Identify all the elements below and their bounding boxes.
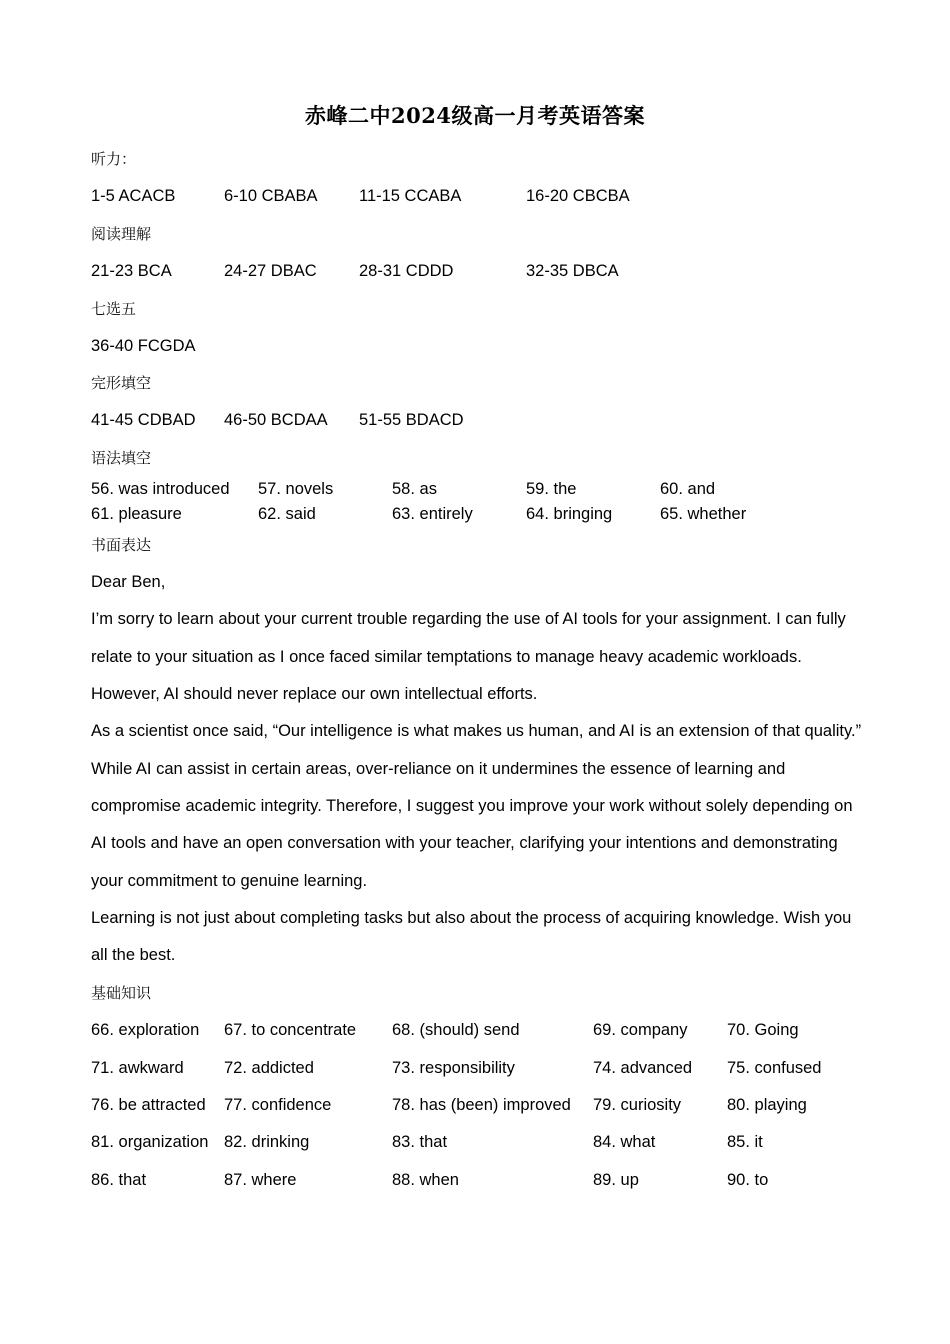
answer-row-seven-five xyxy=(0,334,950,358)
answer-item: 87. where xyxy=(224,1171,297,1189)
section-heading-reading: 阅读理解 xyxy=(91,225,152,243)
answer-item: 86. that xyxy=(91,1171,147,1189)
answer-group: 41-45 CDBAD xyxy=(91,411,196,429)
answer-item: 75. confused xyxy=(727,1059,822,1077)
answer-item: 60. and xyxy=(660,480,716,498)
answer-item: 58. as xyxy=(392,480,437,498)
answer-item: 80. playing xyxy=(727,1096,807,1114)
section-heading-basics: 基础知识 xyxy=(91,984,152,1002)
answer-item: 67. to concentrate xyxy=(224,1021,357,1039)
answer-item: 62. said xyxy=(258,505,316,523)
answer-item: 78. has (been) improved xyxy=(392,1096,571,1114)
answer-group: 6-10 CBABA xyxy=(224,187,318,205)
section-heading-cloze: 完形填空 xyxy=(91,374,152,392)
answer-item: 88. when xyxy=(392,1171,459,1189)
answer-item: 73. responsibility xyxy=(392,1059,515,1077)
answer-row-grammar xyxy=(0,502,950,526)
answer-group: 46-50 BCDAA xyxy=(224,411,328,429)
letter-line: However, AI should never replace our own intellectual efforts. xyxy=(91,685,538,703)
answer-row-basics xyxy=(0,1056,950,1080)
answer-item: 90. to xyxy=(727,1171,769,1189)
answer-group: 28-31 CDDD xyxy=(359,262,454,280)
answer-item: 70. Going xyxy=(727,1021,799,1039)
section-heading-seven-five: 七选五 xyxy=(91,300,137,318)
answer-item: 56. was introduced xyxy=(91,480,230,498)
answer-row-grammar xyxy=(0,477,950,501)
answer-group: 24-27 DBAC xyxy=(224,262,317,280)
answer-group: 36-40 FCGDA xyxy=(91,337,196,355)
answer-item: 61. pleasure xyxy=(91,505,182,523)
section-heading-grammar: 语法填空 xyxy=(91,449,152,467)
answer-group: 21-23 BCA xyxy=(91,262,172,280)
answer-item: 68. (should) send xyxy=(392,1021,520,1039)
answer-row-basics xyxy=(0,1093,950,1117)
answer-group: 11-15 CCABA xyxy=(359,187,462,205)
letter-line: I’m sorry to learn about your current trouble regarding the use of AI tools for your assignment. I can fully xyxy=(91,610,846,628)
answer-item: 77. confidence xyxy=(224,1096,332,1114)
answer-row-listening xyxy=(0,184,950,208)
letter-line: While AI can assist in certain areas, over-reliance on it undermines the essence of learning and xyxy=(91,760,786,778)
answer-item: 63. entirely xyxy=(392,505,473,523)
answer-group: 51-55 BDACD xyxy=(359,411,464,429)
answer-item: 57. novels xyxy=(258,480,334,498)
answer-item: 64. bringing xyxy=(526,505,613,523)
answer-item: 74. advanced xyxy=(593,1059,693,1077)
answer-row-basics xyxy=(0,1018,950,1042)
answer-item: 76. be attracted xyxy=(91,1096,206,1114)
section-heading-listening: 听力： xyxy=(91,150,137,168)
answer-group: 32-35 DBCA xyxy=(526,262,619,280)
answer-group: 16-20 CBCBA xyxy=(526,187,630,205)
section-heading-writing: 书面表达 xyxy=(91,536,152,554)
answer-item: 81. organization xyxy=(91,1133,209,1151)
answer-row-basics xyxy=(0,1168,950,1192)
letter-line: your commitment to genuine learning. xyxy=(91,872,368,890)
answer-item: 65. whether xyxy=(660,505,747,523)
answer-item: 79. curiosity xyxy=(593,1096,682,1114)
answer-item: 66. exploration xyxy=(91,1021,200,1039)
answer-item: 72. addicted xyxy=(224,1059,314,1077)
letter-line: compromise academic integrity. Therefore, I suggest you improve your work without solely depending on xyxy=(91,797,853,815)
answer-row-cloze xyxy=(0,408,950,432)
answer-item: 69. company xyxy=(593,1021,688,1039)
letter-line: Dear Ben, xyxy=(91,573,166,591)
answer-row-basics xyxy=(0,1130,950,1154)
answer-item: 71. awkward xyxy=(91,1059,184,1077)
answer-item: 84. what xyxy=(593,1133,656,1151)
answer-item: 85. it xyxy=(727,1133,763,1151)
letter-line: Learning is not just about completing tasks but also about the process of acquiring knowledge. Wish you xyxy=(91,909,852,927)
letter-line: all the best. xyxy=(91,946,176,964)
answer-item: 89. up xyxy=(593,1171,639,1189)
answer-group: 1-5 ACACB xyxy=(91,187,176,205)
letter-line: As a scientist once said, “Our intelligence is what makes us human, and AI is an extension of that quality.” xyxy=(91,722,862,740)
answer-item: 83. that xyxy=(392,1133,448,1151)
letter-line: relate to your situation as I once faced similar temptations to manage heavy academic workloads. xyxy=(91,648,802,666)
answer-row-reading xyxy=(0,259,950,283)
page-title: 赤峰二中2024级高一月考英语答案 xyxy=(305,103,645,128)
answer-item: 82. drinking xyxy=(224,1133,310,1151)
answer-item: 59. the xyxy=(526,480,577,498)
letter-line: AI tools and have an open conversation with your teacher, clarifying your intentions and demonstrating xyxy=(91,834,838,852)
